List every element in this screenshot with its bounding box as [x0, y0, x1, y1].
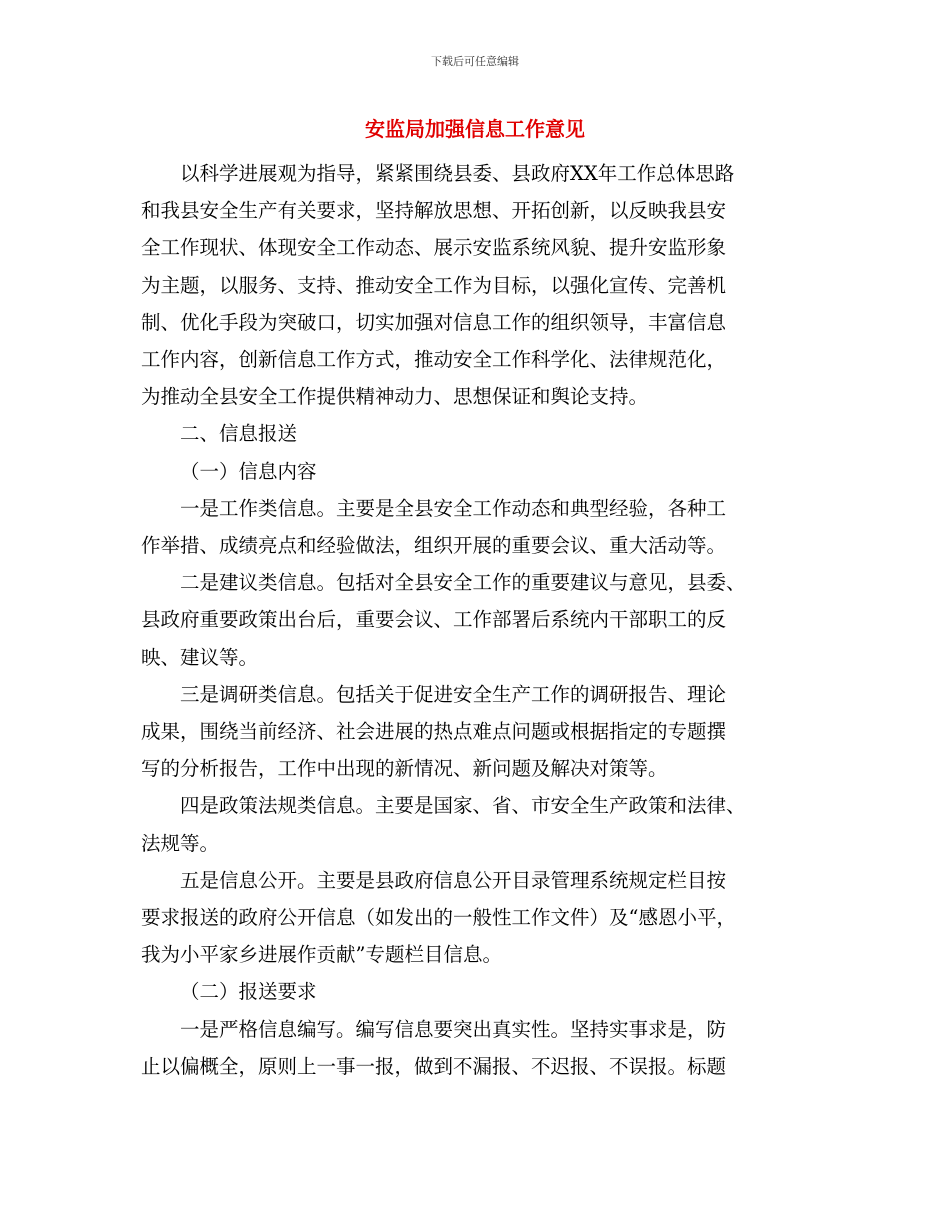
paragraph-line: 一是工作类信息。主要是全县安全工作动态和典型经验，各种工: [180, 496, 727, 520]
paragraph-line: 以科学进展观为指导，紧紧围绕县委、县政府XX年工作总体思路: [180, 162, 735, 185]
paragraph-line: 作举措、成绩亮点和经验做法，组织开展的重要会议、重大活动等。: [141, 534, 727, 558]
paragraph-line: 二、信息报送: [180, 422, 298, 446]
paragraph-line: 写的分析报告，工作中出现的新情况、新问题及解决对策等。: [141, 757, 668, 781]
paragraph-line: 要求报送的政府公开信息（如发出的一般性工作文件）及“感恩小平，: [141, 906, 736, 930]
paragraph-line: （二）报送要求: [180, 980, 317, 1004]
document-body: [141, 155, 806, 1085]
paragraph-line: 成果，围绕当前经济、社会进展的热点难点问题或根据指定的专题撰: [141, 720, 727, 744]
paragraph: [141, 787, 806, 861]
paragraph-line: 止以偏概全，原则上一事一报，做到不漏报、不迟报、不误报。标题: [141, 1054, 727, 1078]
paragraph: [141, 453, 806, 490]
paragraph-line: （一）信息内容: [180, 459, 317, 483]
paragraph-line: 五是信息公开。主要是县政府信息公开目录管理系统规定栏目按: [180, 868, 727, 892]
paragraph: [141, 564, 806, 676]
paragraph-line: 映、建议等。: [141, 645, 259, 669]
paragraph-line: 二是建议类信息。包括对全县安全工作的重要建议与意见，县委、: [180, 571, 746, 595]
paragraph-line: 法规等。: [141, 831, 220, 855]
paragraph: [141, 676, 806, 788]
paragraph-line: 为主题，以服务、支持、推动安全工作为目标，以强化宣传、完善机: [141, 273, 727, 297]
paragraph-line: 全工作现状、体现安全工作动态、展示安监系统风貌、提升安监形象: [141, 236, 727, 260]
paragraph: [141, 155, 806, 415]
paragraph-line: 四是政策法规类信息。主要是国家、省、市安全生产政策和法律、: [180, 794, 746, 818]
header-note: 下载后可任意编辑: [431, 55, 519, 68]
paragraph-line: 工作内容，创新信息工作方式，推动安全工作科学化、法律规范化，: [141, 348, 727, 372]
paragraph-line: 制、优化手段为突破口，切实加强对信息工作的组织领导，丰富信息: [141, 310, 727, 334]
paragraph-line: 县政府重要政策出台后，重要会议、工作部署后系统内干部职工的反: [141, 608, 727, 632]
document-title: 安监局加强信息工作意见: [365, 117, 585, 141]
paragraph-line: 和我县安全生产有关要求，坚持解放思想、开拓创新，以反映我县安: [141, 199, 727, 223]
paragraph: [141, 1011, 806, 1085]
paragraph: [141, 415, 806, 452]
paragraph: [141, 973, 806, 1010]
paragraph: [141, 490, 806, 564]
paragraph: [141, 862, 806, 974]
paragraph-line: 我为小平家乡进展作贡献”专题栏目信息。: [141, 943, 502, 967]
paragraph-line: 一是严格信息编写。编写信息要突出真实性。坚持实事求是，防: [180, 1017, 727, 1041]
paragraph-line: 三是调研类信息。包括关于促进安全生产工作的调研报告、理论: [180, 682, 727, 706]
paragraph-line: 为推动全县安全工作提供精神动力、思想保证和舆论支持。: [141, 385, 649, 409]
